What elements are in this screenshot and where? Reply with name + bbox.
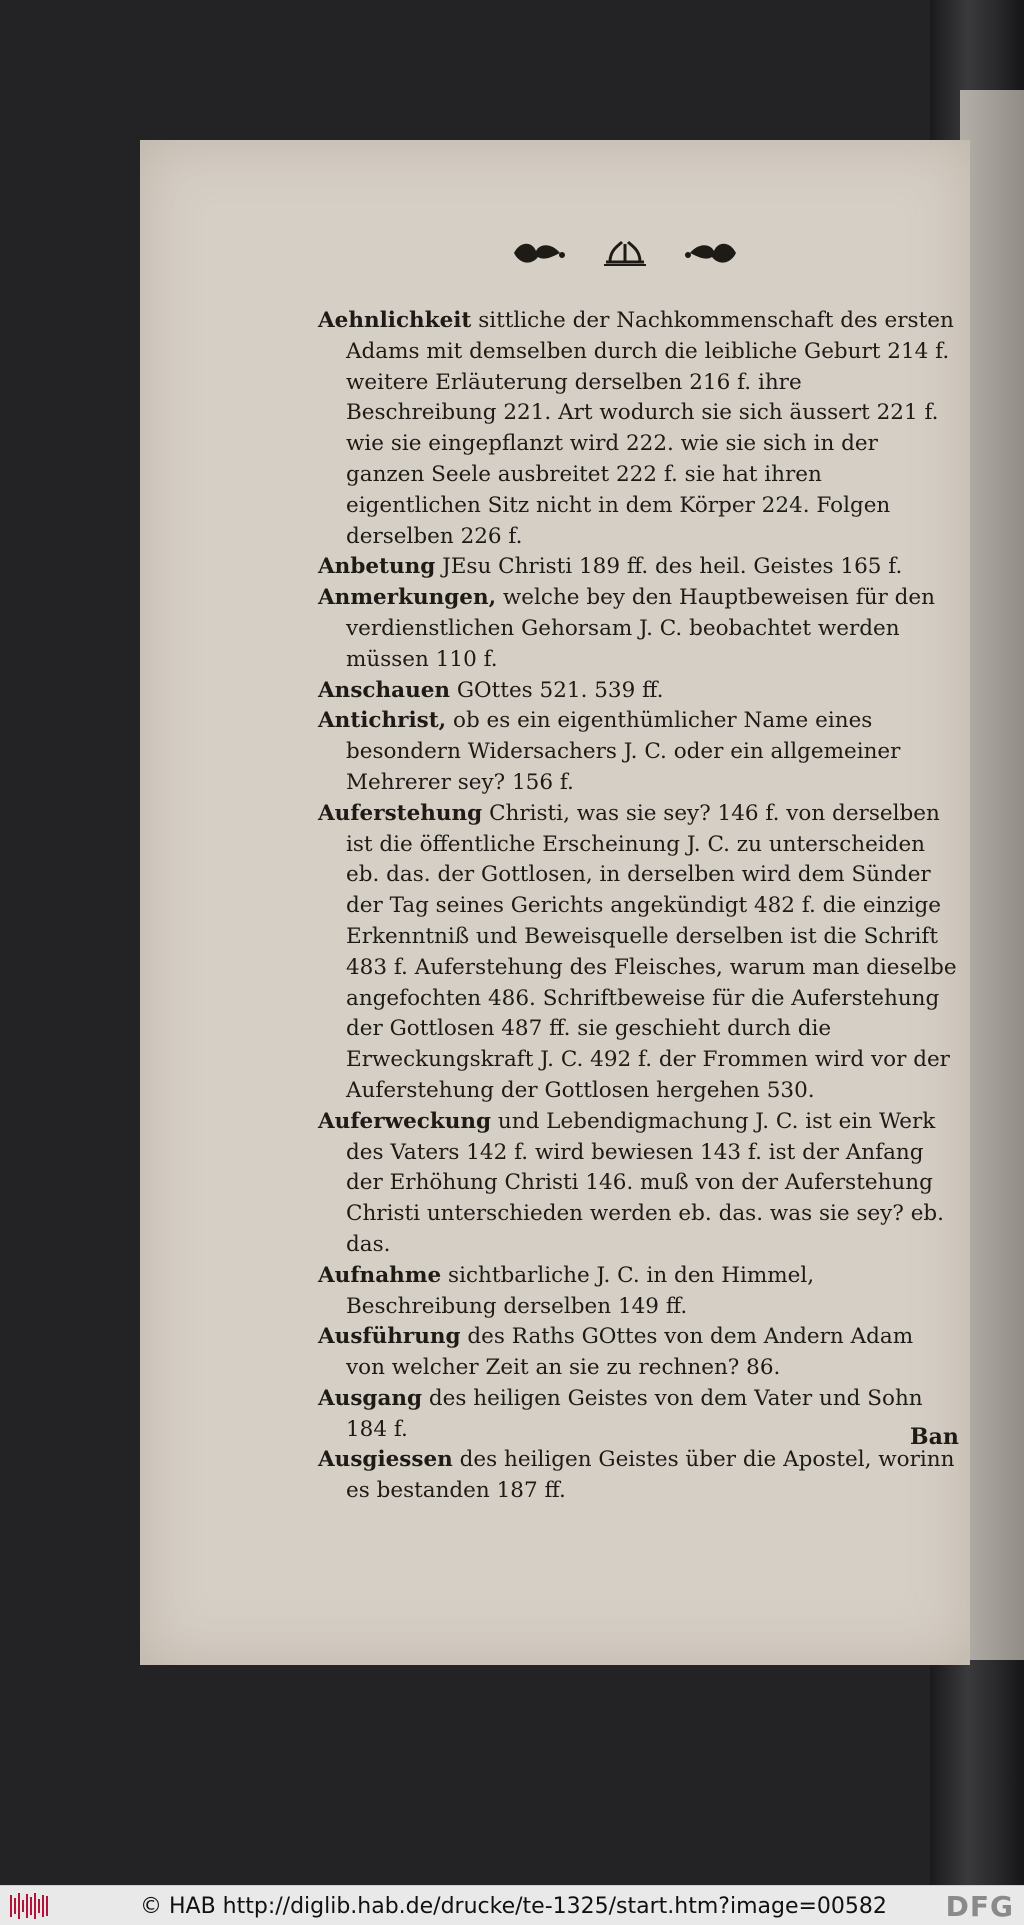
index-entry <box>318 1261 958 1323</box>
index-entry <box>318 552 958 583</box>
entry-text: Christi, was sie sey? 146 f. von derselben ist die öffentliche Erscheinung J. C. zu unterscheiden eb. das. der Gottlosen, in derselben wird dem Sünder der Tag seines Gerichts angekündigt 482 f. die einzige Erkenntniß und Beweisquelle derselben ist die Schrift 483 f. Auferstehung des Fleisches, warum man dieselbe angefochten 486. Schriftbeweise für die Auferstehung der Gottlosen 487 ff. sie geschieht durch die Erweckungskraft J. C. 492 f. der Frommen wird vor der Auferstehung der Gottlosen hergehen 530. <box>346 800 957 1103</box>
index-entry <box>318 583 958 675</box>
entry-lemma: Ausführung <box>318 1324 461 1350</box>
entry-lemma: Aufnahme <box>318 1262 442 1288</box>
index-entry <box>318 1322 958 1384</box>
left-floral-ornament-icon <box>510 235 566 271</box>
entry-text: JEsu Christi 189 ff. des heil. Geistes 165 f. <box>442 554 903 580</box>
entry-text: des heiligen Geistes über die Apostel, worinn es bestanden 187 ff. <box>346 1447 955 1504</box>
catchword: Ban <box>910 1424 959 1450</box>
dfg-logo: DFG <box>945 1890 1014 1923</box>
entry-text: welche bey den Hauptbeweisen für den verdienstlichen Gehorsam J. C. beobachtet werden müssen 110 f. <box>346 585 935 672</box>
index-entry <box>318 706 958 798</box>
entry-lemma: Auferweckung <box>318 1108 492 1134</box>
entry-lemma: Anschauen <box>318 677 451 703</box>
entry-text: GOttes 521. 539 ff. <box>456 677 664 703</box>
entry-lemma: Anbetung <box>318 554 436 580</box>
index-entry <box>318 306 958 552</box>
index-entry <box>318 676 958 707</box>
index-entry <box>318 1384 958 1446</box>
hab-barcode-logo-icon <box>10 1892 50 1920</box>
center-crown-ornament-icon <box>602 238 648 268</box>
index-text-block <box>318 306 958 1507</box>
entry-lemma: Anmerkungen, <box>318 585 497 611</box>
entry-text: des Raths GOttes von dem Andern Adam von welcher Zeit an sie zu rechnen? 86. <box>346 1324 914 1381</box>
entry-text: und Lebendigmachung J. C. ist ein Werk des Vaters 142 f. wird bewiesen 143 f. ist der Anfang der Erhöhung Christi 146. muß von der Auferstehung Christi unterschieden werden eb. das. was sie sey? eb. das. <box>346 1108 945 1257</box>
entry-text: ob es ein eigenthümlicher Name eines besondern Widersachers J. C. oder ein allgemeiner Mehrerer sey? 156 f. <box>346 708 901 795</box>
footer-bar <box>0 1885 1024 1925</box>
entry-text: des heiligen Geistes von dem Vater und Sohn 184 f. <box>346 1385 923 1442</box>
source-link[interactable]: © HAB http://diglib.hab.de/drucke/te-1325/start.htm?image=00582 <box>140 1893 887 1919</box>
entry-lemma: Auferstehung <box>318 800 483 826</box>
entry-lemma: Antichrist, <box>318 708 447 734</box>
entry-text: sittliche der Nachkommenschaft des ersten Adams mit demselben durch die leibliche Geburt 214 f. weitere Erläuterung derselben 216 f. ihre Beschreibung 221. Art wodurch sie sich äussert 221 f. wie sie eingepflanzt wird 222. wie sie sich in der ganzen Seele ausbreitet 222 f. sie hat ihren eigentlichen Sitz nicht in dem Körper 224. Folgen derselben 226 f. <box>346 308 954 549</box>
index-entry <box>318 1107 958 1261</box>
right-floral-ornament-icon <box>684 235 740 271</box>
entry-lemma: Aehnlichkeit <box>318 308 472 333</box>
entry-lemma: Ausgiessen <box>318 1447 453 1473</box>
index-entry <box>318 799 958 1107</box>
header-ornament <box>510 232 740 274</box>
entry-lemma: Ausgang <box>318 1385 423 1411</box>
entry-text: sichtbarliche J. C. in den Himmel, Beschreibung derselben 149 ff. <box>346 1262 815 1319</box>
index-entry <box>318 1445 958 1507</box>
